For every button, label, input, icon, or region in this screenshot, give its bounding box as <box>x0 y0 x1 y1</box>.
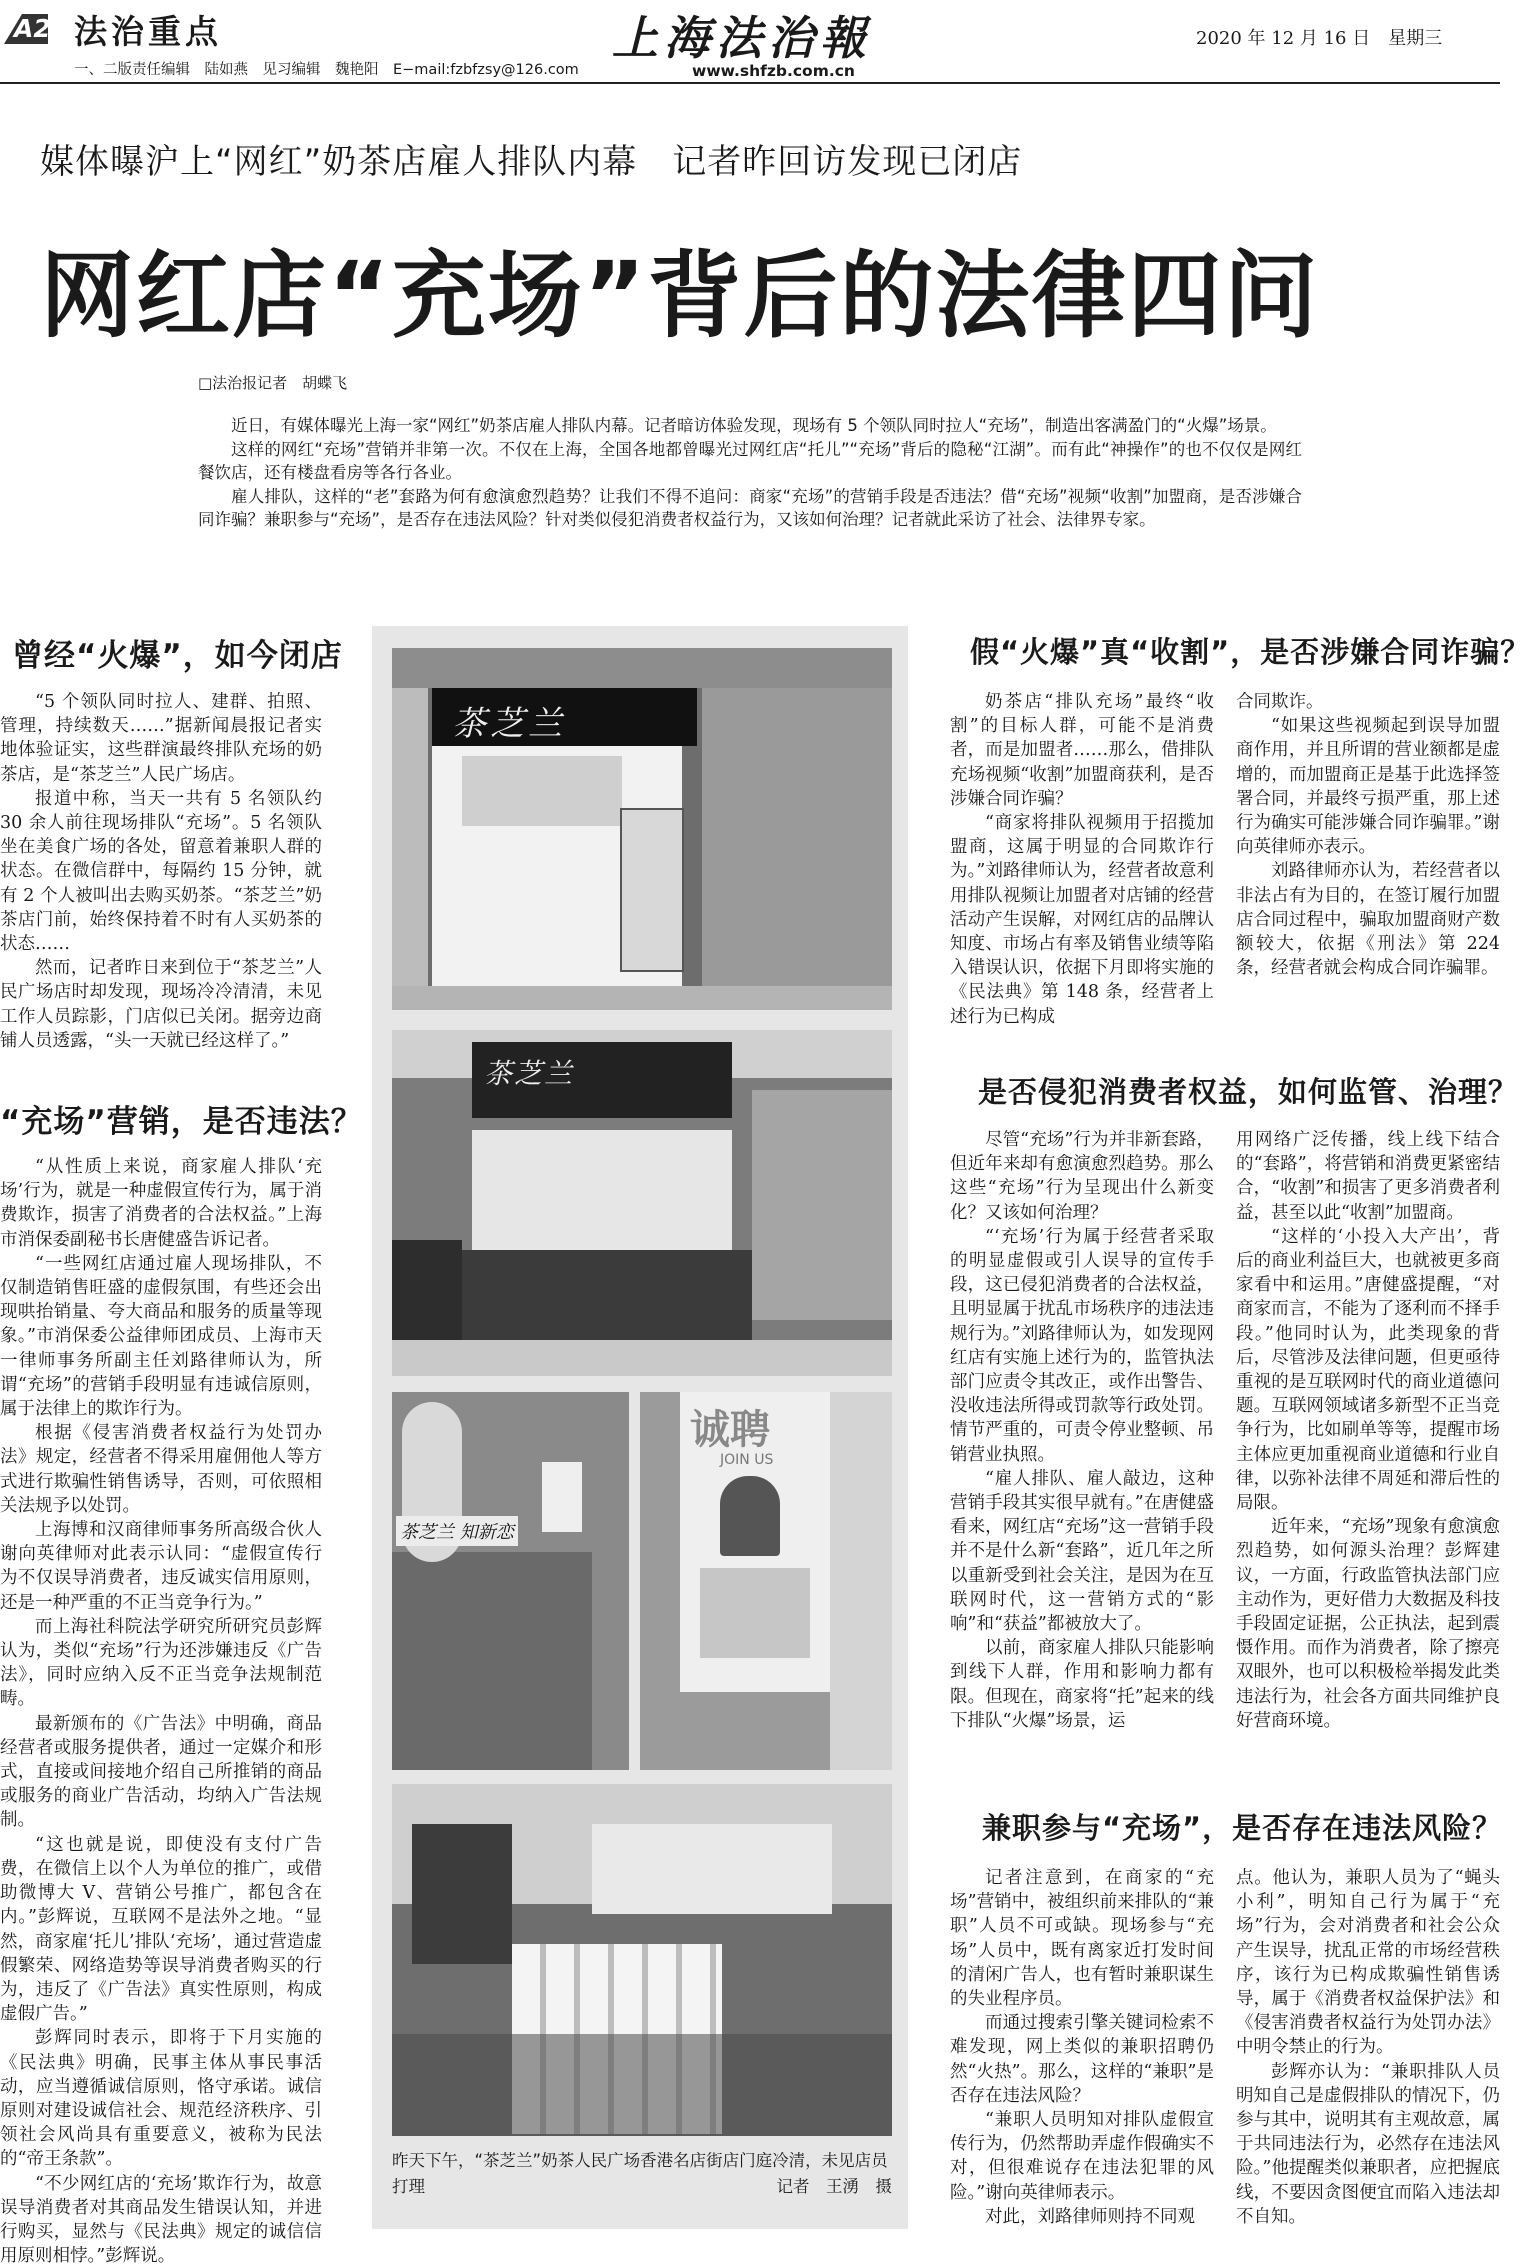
photo-display-cups <box>392 1784 892 2136</box>
section-heading-3: 假“火爆”真“收割”，是否涉嫌合同诈骗？ <box>970 635 1530 669</box>
issue-date: 2020 年 12 月 16 日 星期三 <box>1196 28 1443 49</box>
tea-urns <box>592 1824 832 1914</box>
byline: □法治报记者 胡蝶飞 <box>198 374 348 392</box>
section-1-body <box>0 690 322 1070</box>
mall-shop <box>752 1090 892 1320</box>
paragraph: “雇人排队、雇人敲边，这种营销手段其实很早就有。”在唐健盛看来，网红店“充场”这一营销手段并不是什么新“套路”，近几年之所以重新受到社会关注，是因为在互联网时代，这一营销方式的“影响”和“获益”都被放大了。 <box>950 1468 1214 1635</box>
section-5-body-left <box>950 1866 1214 2229</box>
shop-sign-text: 茶 <box>452 704 486 744</box>
drink-cup <box>542 1462 582 1532</box>
floor <box>392 986 892 1010</box>
caption-text: 昨天下午，“茶芝兰”奶茶人民广场香港名店街店门庭冷清，未见店员打理 <box>392 2151 888 2196</box>
lead-paragraph: 近日，有媒体曝光上海一家“网红”奶茶店雇人排队内幕。记者暗访体验发现，现场有 5 个领队同时拉人“充场”，制造出客满盈门的“火爆”场景。 <box>231 416 1277 435</box>
section-heading-2: “充场”营销，是否违法？ <box>0 1104 363 1140</box>
lead-paragraphs <box>198 414 1302 578</box>
poster-subtitle: JOIN US <box>720 1452 774 1468</box>
paragraph: 上海博和汉商律师事务所高级合伙人谢向英律师对此表示认同：“虚假宣传行为不仅误导消费者，违反诚实信用原则，还是一种严重的不正当竞争行为。” <box>0 1520 322 1613</box>
menu-board <box>462 756 622 826</box>
photo-caption <box>392 2148 892 2204</box>
paragraph: 然而，记者昨日来到位于“茶芝兰”人民广场店时却发现，现场冷冷清清，未见工作人员踪影，门店似已关闭。据旁边商铺人员透露，“头一天就已经这样了。” <box>0 958 322 1051</box>
paragraph: 而通过搜索引擎关键词检索不难发现，网上类似的兼职招聘仍然“火热”。那么，这样的“兼职”是否存在违法风险？ <box>950 2013 1214 2106</box>
photo-counter <box>392 1030 892 1376</box>
paragraph: 用网络广泛传播，线上线下结合的“套路”，将营销和消费更紧密结合，“收割”和损害了更多消费者利益，甚至以此“收割”加盟商。 <box>1236 1130 1500 1223</box>
section-4-body-right <box>1236 1128 1500 1764</box>
standee-poster <box>620 808 684 972</box>
counter-top <box>392 2034 892 2136</box>
shop-sign-text: 兰 <box>544 1057 573 1090</box>
photo-standee-closeup <box>392 1392 629 1770</box>
paragraph: 刘路律师亦认为，若经营者以非法占有为目的，在签订履行加盟店合同过程中，骗取加盟商财产数额较大，依据《刑法》第 224 条，经营者就会构成合同诈骗罪。 <box>1236 861 1500 979</box>
page-number: A2 <box>14 14 51 43</box>
woman-poster <box>412 1824 512 1964</box>
shop-sign-text: 兰 <box>528 704 562 744</box>
section-heading-1: 曾经“火爆”，如今闭店 <box>12 638 343 674</box>
paragraph: 记者注意到，在商家的“充场”营销中，被组织前来排队的“兼职”人员不可或缺。现场参与“充场”人员中，既有离家近打发时间的清闲广告人，也有暂时兼职谋生的失业程序员。 <box>950 1868 1214 2010</box>
paragraph: “商家将排队视频用于招揽加盟商，这属于明显的合同欺诈行为。”刘路律师认为，经营者故意利用排队视频让加盟者对店铺的经营活动产生误解，对网红店的品牌认知度、市场占有率及销售业绩等陷入错误认识，依据下月即将实施的《民法典》第 148 条，经营者上述行为已构成 <box>950 813 1214 1027</box>
floor <box>392 1340 892 1376</box>
paragraph: 点。他认为，兼职人员为了“蝇头小利”，明知自己行为属于“充场”行为，会对消费者和社会公众产生误导，扰乱正常的市场经营秩序，该行为已构成欺骗性销售诱导，属于《消费者权益保护法》和《侵害消费者权益行为处罚办法》中明令禁止的行为。 <box>1236 1868 1500 2058</box>
paragraph: 对此，刘路律师则持不同观 <box>985 2206 1195 2227</box>
paragraph: 最新颁布的《广告法》中明确，商品经营者或服务提供者，通过一定媒介和形式，直接或间接地介绍自己所推销的商品或服务的商业广告活动，均纳入广告法规制。 <box>0 1713 322 1831</box>
paragraph: 报道中称，当天一共有 5 名领队约 30 余人前往现场排队“充场”。5 名领队坐在美食广场的各处，留意着兼职人群的状态。在微信群中，每隔约 15 分钟，就有 2 个人被叫出去购买奶茶。“茶芝兰”奶茶店门前，始终保持着不时有人买奶茶的状态…… <box>0 788 322 955</box>
newspaper-logo: 上海法治報 <box>612 11 872 65</box>
shop-sign-text: 芝 <box>514 1057 543 1090</box>
paragraph: 近年来，“充场”现象有愈演愈烈趋势，如何源头治理？彭辉建议，一方面，行政监管执法部门应主动作为，更好借力大数据及科技手段固定证据，公正执法，起到震慑作用。而作为消费者，除了擦亮双眼外，也可以积极检举揭发此类违法行为，社会各方面共同维护良好营商环境。 <box>1236 1517 1500 1731</box>
photo-credit: 记者 王湧 摄 <box>776 2177 892 2196</box>
paragraph: 彭辉同时表示，即将于下月实施的《民法典》明确，民事主体从事民事活动，应当遵循诚信原则，恪守承诺。诚信原则对建设诚信社会、规范经济秩序、引领社会风尚具有重要意义，被称为民法的“帝王条款”。 <box>0 2028 322 2170</box>
poster-portrait <box>720 1476 780 1556</box>
paragraph: “兼职人员明知对排队虚假宣传行为，仍然帮助弄虚作假确实不对，但很难说存在违法犯罪的风险。”谢向英律师表示。 <box>950 2110 1214 2203</box>
section-heading-4: 是否侵犯消费者权益，如何监管、治理？ <box>978 1075 1519 1109</box>
paragraph: 以前，商家雇人排队只能影响到线下人群，作用和影响力都有限。但现在，商家将“托”起来的线下排队“火爆”场景，运 <box>950 1638 1214 1731</box>
section-name: 法治重点 <box>74 12 222 51</box>
main-headline: 网红店“充场”背后的法律四问 <box>40 242 1320 351</box>
section-3-body-left <box>950 690 1214 1030</box>
paragraph: “从性质上来说，商家雇人排队‘充场’行为，就是一种虚假宣传行为，属于消费欺诈，损害了消费者的合法权益。”上海市消保委副秘书长唐健盛告诉记者。 <box>0 1157 322 1250</box>
poster-details <box>700 1568 810 1658</box>
paragraph: “一些网红店通过雇人现场排队，不仅制造销售旺盛的虚假氛围，有些还会出现哄抬销量、夸大商品和服务的质量等现象。”市消保委公益律师团成员、上海市天一律师事务所副主任刘路律师认为，所谓“充场”的营销手段明显有违诚信原则，属于法律上的欺诈行为。 <box>0 1253 322 1420</box>
section-5-body-right <box>1236 1866 1500 2229</box>
paragraph: 彭辉亦认为：“兼职排队人员明知自己是虚假排队的情况下，仍参与其中，说明其有主观故意，属于共同违法行为，必然存在违法风险。”他提醒类似兼职者，应把握底线，不要因贪图便宜而陷入违法却不自知。 <box>1236 2061 1500 2227</box>
website-url[interactable]: www.shfzb.com.cn <box>692 62 855 80</box>
paragraph: 而上海社科院法学研究所研究员彭辉认为，类似“充场”行为还涉嫌违反《广告法》，同时应纳入反不正当竞争法规制范畴。 <box>0 1616 322 1710</box>
shop-sign-text: 茶 <box>484 1057 513 1090</box>
paragraph: 根据《侵害消费者权益行为处罚办法》规定，经营者不得采用雇佣他人等方式进行欺骗性销售诱导，否则，可依照相关法规予以处罚。 <box>0 1423 322 1516</box>
shelves <box>472 1130 732 1250</box>
standee-text: 茶芝兰 知新恋 <box>396 1516 518 1546</box>
paragraph: 奶茶店“排队充场”最终“收割”的目标人群，可能不是消费者，而是加盟者……那么，借排队充场视频“收割”加盟商获利，是否涉嫌合同诈骗？ <box>950 692 1214 809</box>
section-heading-5: 兼职参与“充场”，是否存在违法风险？ <box>982 1811 1503 1845</box>
paragraph: “不少网红店的‘充场’欺诈行为，故意误导消费者对其商品发生错误认知，并进行购买，显然与《民法典》规定的诚信信用原则相悖。”彭辉说。 <box>0 2173 322 2267</box>
paragraph: “这样的‘小投入大产出’，背后的商业利益巨大，也就被更多商家看中和运用。”唐健盛提醒，“对商家而言，不能为了逐利而不择手段。”他同时认为，此类现象的背后，尽管涉及法律问题，但更亟待重视的是互联网时代的商业道德问题。互联网领域诸多新型不正当竞争行为，比如刷单等等，提醒市场主体应更加重视商业道德和行业自律，以弥补法律不周延和滞后性的局限。 <box>1236 1226 1500 1514</box>
pillar <box>392 688 428 1010</box>
paragraph: 合同欺诈。 <box>1236 692 1324 712</box>
shop-sign-text: 芝 <box>490 704 524 744</box>
kicker-headline: 媒体曝沪上“网红”奶茶店雇人排队内幕 记者昨回访发现已闭店 <box>40 142 1023 182</box>
pillar <box>830 1392 892 1770</box>
paragraph: “这也就是说，即使没有支付广告费，在微信上以个人为单位的推广，或借助微博大 V、营销公号推广，都包含在内。”彭辉说，互联网不是法外之地。“显然，商家雇‘托儿’排队‘充场’，通过营造虚假繁荣、网络造势等误导消费者购买的行为，违反了《广告法》真实性原则，构成虚假广告。” <box>0 1834 322 2025</box>
paragraph: “5 个领队同时拉人、建群、拍照、管理，持续数天……”据新闻晨报记者实地体验证实，这些群演最终排队充场的奶茶店，是“茶芝兰”人民广场店。 <box>0 692 322 785</box>
poster-title: 诚聘 <box>690 1407 770 1453</box>
editors-line: 一、二版责任编辑 陆如燕 见习编辑 魏艳阳 E−mail:fzbfzsy@126.com <box>74 62 579 78</box>
photo-storefront <box>392 648 892 1010</box>
section-3-body-right <box>1236 690 1500 1030</box>
mall-ceiling <box>392 648 892 688</box>
page-number-badge <box>0 10 52 48</box>
lead-paragraph: 这样的网红“充场”营销并非第一次。不仅在上海，全国各地都曾曝光过网红店“托儿”“充场”背后的隐秘“江湖”。而有此“神操作”的也不仅仅是网红餐饮店，还有楼盘看房等各行各业。 <box>198 439 1302 482</box>
counter-front <box>452 1250 752 1340</box>
mall-corridor <box>702 688 892 1010</box>
paragraph: “如果这些视频起到误导加盟商作用，并且所谓的营业额都是虚增的，而加盟商正是基于此选择签署合同，并最终亏损严重，那上述行为确实可能涉嫌合同诈骗罪。”谢向英律师亦表示。 <box>1236 716 1500 858</box>
paragraph: 尽管“充场”行为并非新套路，但近年来却有愈演愈烈趋势。那么这些“充场”行为呈现出什么新变化？又该如何治理？ <box>950 1130 1214 1223</box>
section-4-body-left <box>950 1128 1214 1764</box>
lead-paragraph: 雇人排队，这样的“老”套路为何有愈演愈烈趋势？让我们不得不追问：商家“充场”的营销手段是否违法？借“充场”视频“收割”加盟商，是否涉嫌合同诈骗？兼职参与“充场”，是否存在违法风险？针对类似侵犯消费者权益行为，又该如何治理？记者就此采访了社会、法律界专家。 <box>198 486 1302 529</box>
masthead-rule <box>0 82 1500 84</box>
section-2-body <box>0 1155 322 2267</box>
photo-recruitment-poster <box>640 1392 892 1770</box>
paragraph: “‘充场’行为属于经营者采取的明显虚假或引人误导的宣传手段，这已侵犯消费者的合法权益，且明显属于扰乱市场秩序的违法违规行为。”刘路律师认为，如发现网红店有实施上述行为的，监管执法部门应责令其改正，或作出警告、没收违法所得或罚款等行政处罚。情节严重的，可责令停业整顿、吊销营业执照。 <box>950 1226 1214 1465</box>
skirt <box>392 1552 592 1770</box>
